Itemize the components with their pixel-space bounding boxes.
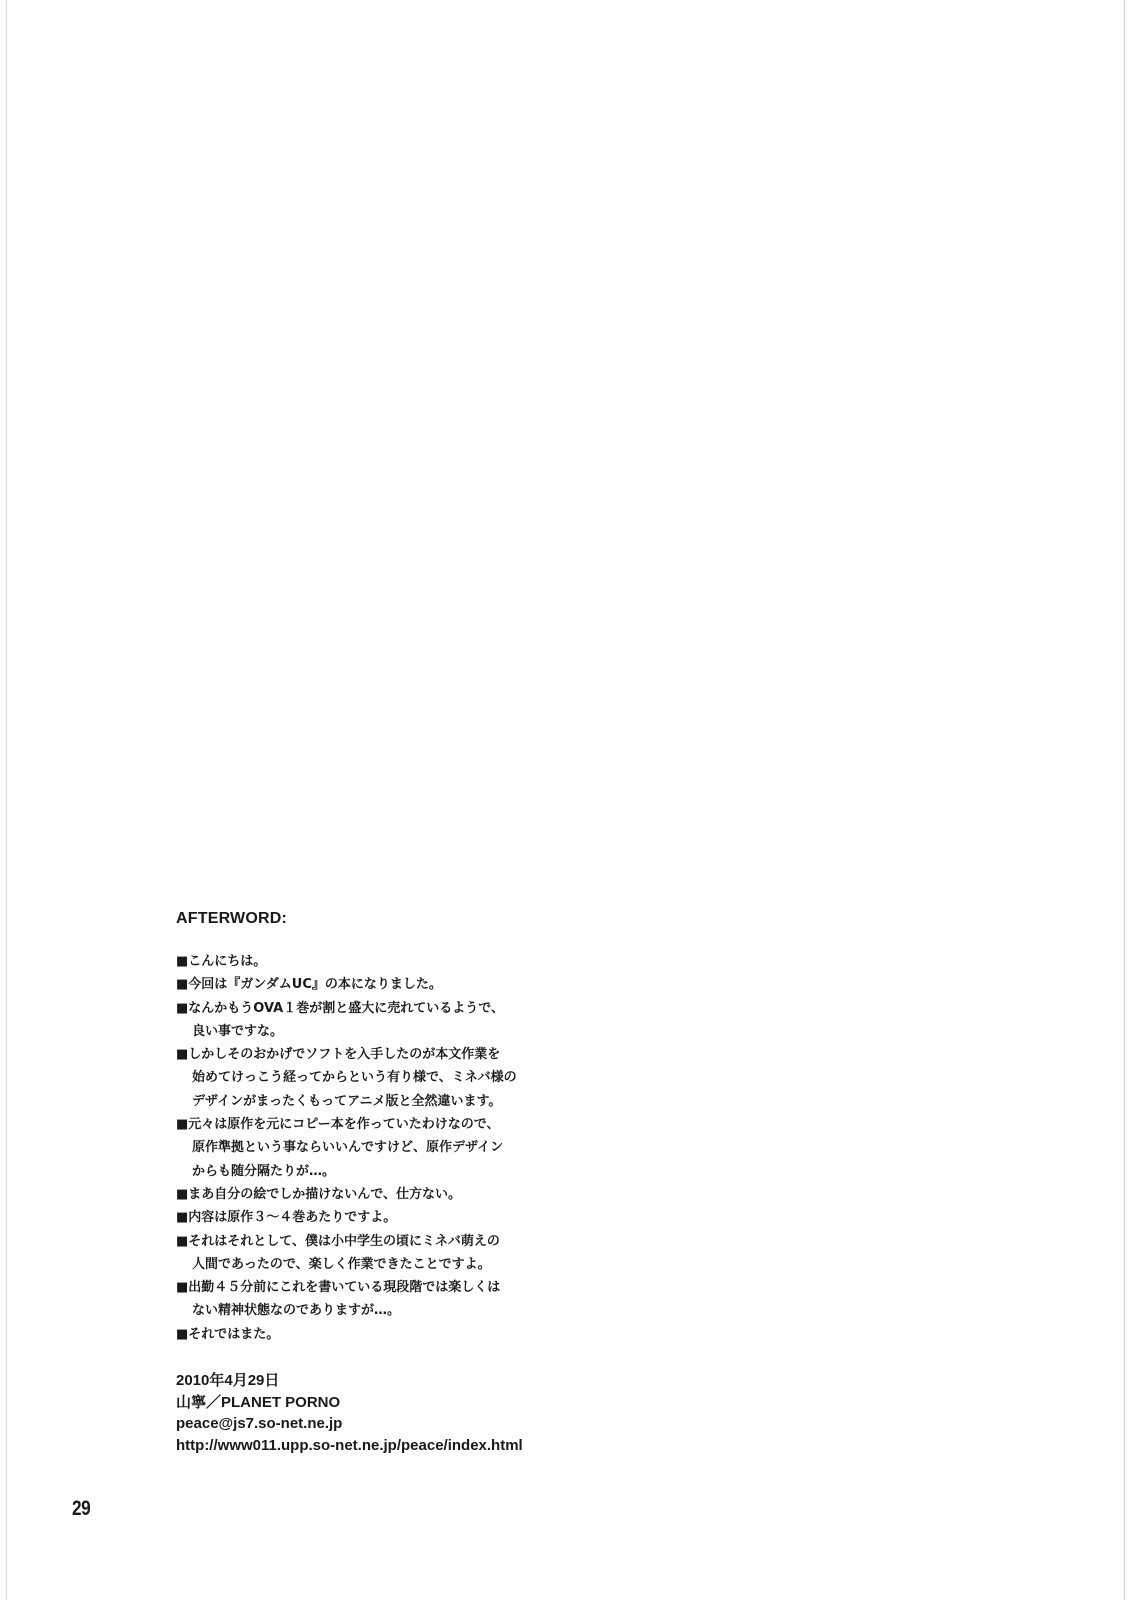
afterword-item	[176, 1230, 696, 1277]
afterword-item	[176, 950, 696, 973]
item-line-continued: 原作準拠という事ならいいんですけど、原作デザイン	[192, 1140, 504, 1156]
item-line: ■それではまた。	[176, 1326, 280, 1342]
item-line: ■それはそれとして、僕は小中学生の頃にミネバ萌えの	[176, 1233, 500, 1249]
item-line: ■出勤４５分前にこれを書いている現段階では楽しくは	[176, 1280, 501, 1296]
item-line-continued: 良い事ですな。	[192, 1023, 284, 1039]
item-line: ■こんにちは。	[176, 954, 267, 969]
afterword-item	[176, 997, 696, 1044]
page-edge-left	[6, 0, 7, 1600]
item-line: ■内容は原作３～４巻あたりですよ。	[176, 1210, 397, 1226]
item-line-continued: からも随分隔たりが…。	[192, 1163, 336, 1179]
afterword-items	[176, 950, 696, 1346]
afterword-section	[176, 910, 696, 1456]
afterword-item	[176, 1276, 696, 1323]
page-number: 29	[72, 1497, 91, 1520]
afterword-item	[176, 1206, 696, 1229]
afterword-item	[176, 973, 696, 996]
item-line-continued: 人間であったので、楽しく作業できたことですよ。	[192, 1256, 491, 1272]
item-line-continued: デザインがまったくもってアニメ版と全然違います。	[192, 1093, 502, 1109]
afterword-item	[176, 1323, 696, 1346]
page-edge-right	[1124, 0, 1125, 1600]
item-line: ■しかしそのおかげでソフトを入手したのが本文作業を	[176, 1047, 501, 1063]
signature-email: peace@js7.so-net.ne.jp	[176, 1415, 343, 1433]
item-line-continued: ない精神状態なのでありますが…。	[192, 1303, 401, 1319]
afterword-item	[176, 1183, 696, 1206]
signature-url: http://www011.upp.so-net.ne.jp/peace/index.html	[176, 1436, 523, 1454]
item-line: ■今回は『ガンダムUC』の本になりました。	[176, 977, 442, 993]
afterword-item	[176, 1043, 696, 1113]
signature-date: 2010年4月29日	[176, 1372, 280, 1390]
item-line-continued: 始めてけっこう経ってからという有り様で、ミネバ様の	[192, 1070, 517, 1086]
signature-block	[176, 1370, 696, 1456]
item-line: ■元々は原作を元にコピー本を作っていたわけなので、	[176, 1117, 500, 1133]
item-line: ■なんかもうOVA１巻が割と盛大に売れているようで、	[176, 1000, 504, 1016]
item-line: ■まあ自分の絵でしか描けないんで、仕方ない。	[176, 1186, 462, 1202]
afterword-item	[176, 1113, 696, 1183]
afterword-heading: AFTERWORD:	[176, 910, 288, 927]
signature-author: 山寧／PLANET PORNO	[176, 1393, 341, 1411]
